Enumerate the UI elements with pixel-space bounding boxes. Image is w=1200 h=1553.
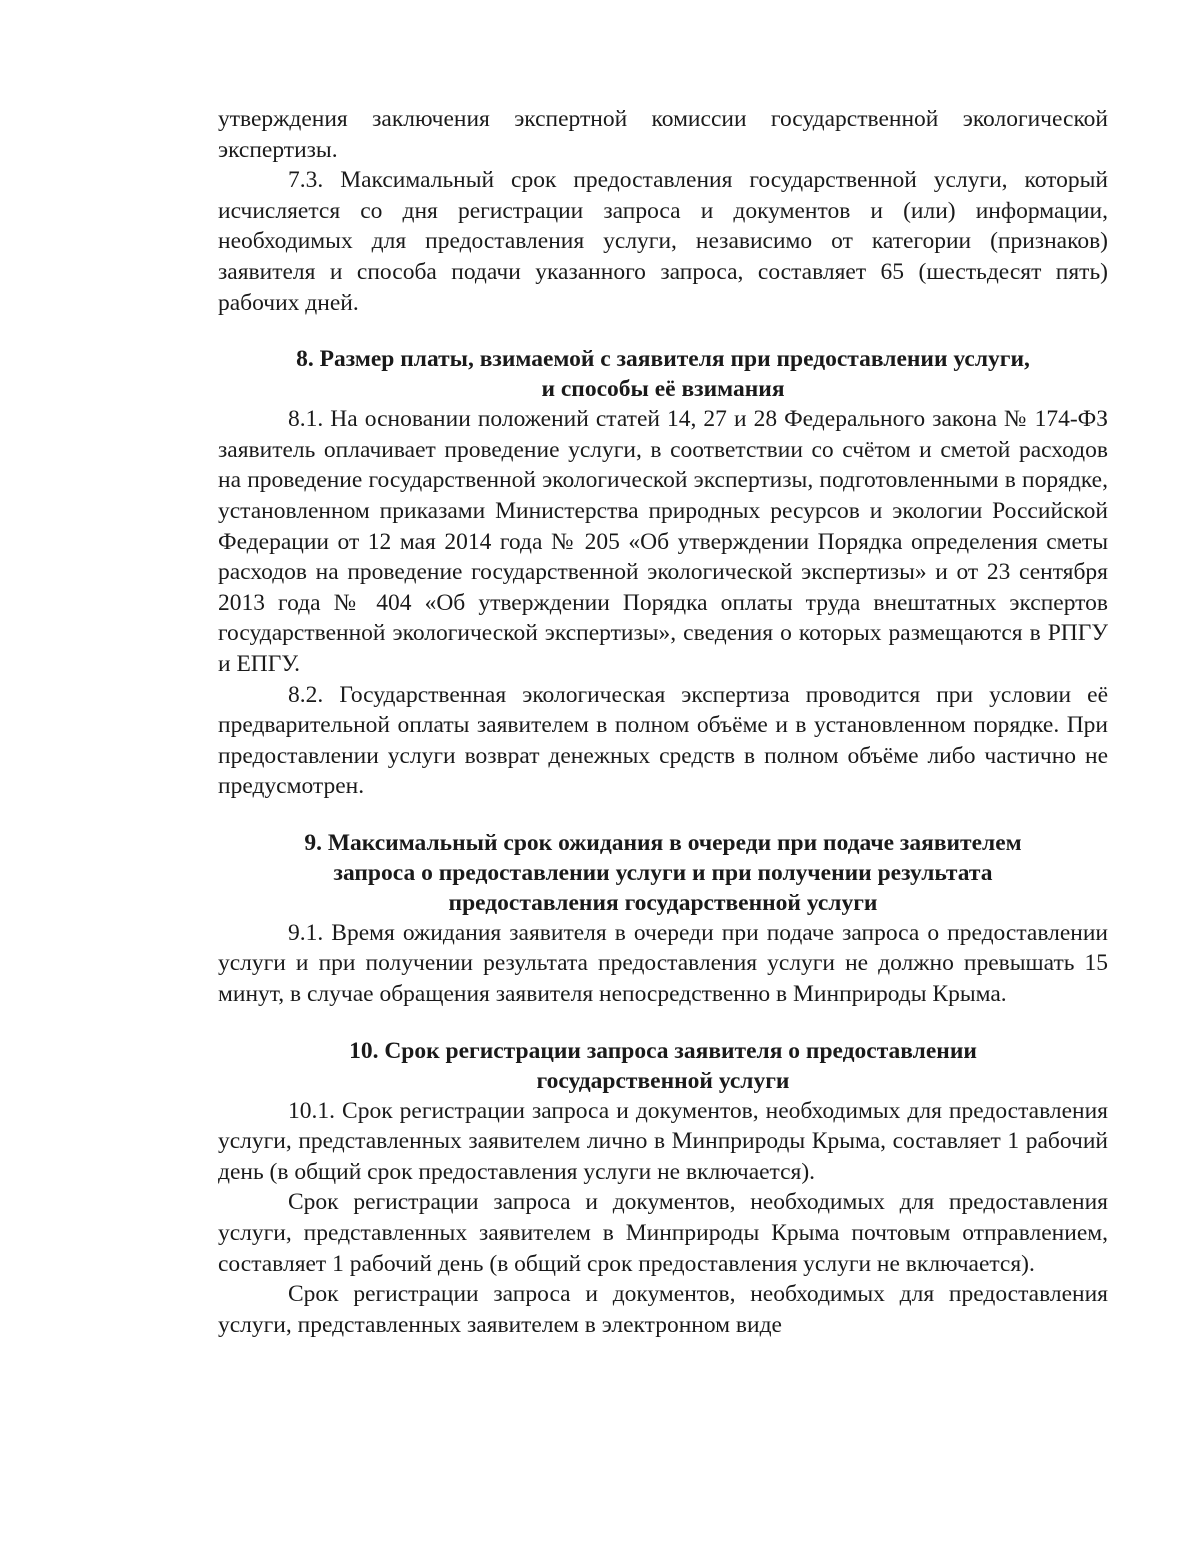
section-9-heading-line-3: предоставления государственной услуги (448, 889, 878, 916)
section-10-heading-line-1: 10. Срок регистрации запроса заявителя о предоставлении (349, 1037, 977, 1064)
section-9-heading-line-1: 9. Максимальный срок ожидания в очереди при подаче заявителем (304, 829, 1022, 856)
document-page (218, 104, 1108, 1340)
paragraph-10-3: Срок регистрации запроса и документов, необходимых для предоставления услуги, представленных заявителем в электронном виде (218, 1281, 1108, 1338)
section-10-heading (218, 1036, 1108, 1096)
section-8-heading-line-1: 8. Размер платы, взимаемой с заявителя при предоставлении услуги, (296, 346, 1030, 373)
paragraph-10-2: Срок регистрации запроса и документов, необходимых для предоставления услуги, представленных заявителем в Минприроды Крыма почтовым отправлением, составляет 1 рабочий день (в общий срок предоставления услуги не включается). (218, 1189, 1108, 1277)
section-9-heading-line-2: запроса о предоставлении услуги и при получении результата (333, 859, 993, 886)
paragraph-continuation: утверждения заключения экспертной комиссии государственной экологической экспертизы. (218, 106, 1108, 163)
section-10-heading-line-2: государственной услуги (536, 1067, 790, 1094)
paragraph-7-3: 7.3. Максимальный срок предоставления государственной услуги, который исчисляется со дня регистрации запроса и документов и (или) информации, необходимых для предоставления услуги, независимо от категории (признаков) заявителя и способа подачи указанного запроса, составляет 65 (шестьдесят пять) рабочих дней. (218, 167, 1108, 316)
section-8-heading-line-2: и способы её взимания (541, 376, 785, 403)
paragraph-10-1: 10.1. Срок регистрации запроса и документов, необходимых для предоставления услуги, представленных заявителем лично в Минприроды Крыма, составляет 1 рабочий день (в общий срок предоставления услуги не включается). (218, 1097, 1108, 1185)
paragraph-8-1: 8.1. На основании положений статей 14, 27 и 28 Федерального закона № 174-ФЗ заявитель оплачивает проведение услуги, в соответствии со счётом и сметой расходов на проведение государственной экологической экспертизы, подготовленными в порядке, установленном приказами Министерства природных ресурсов и экологии Российской Федерации от 12 мая 2014 года № 205 «Об утверждении Порядка определения сметы расходов на проведение государственной экологической экспертизы» и от 23 сентября 2013 года № 404 «Об утверждении Порядка оплаты труда внештатных экспертов государственной экологической экспертизы», сведения о которых размещаются в РПГУ и ЕПГУ. (218, 406, 1108, 677)
spacer (218, 1010, 1108, 1036)
paragraph-9-1: 9.1. Время ожидания заявителя в очереди при подаче запроса о предоставлении услуги и при получении результата предоставления услуги не должно превышать 15 минут, в случае обращения заявителя непосредственно в Минприроды Крыма. (218, 919, 1108, 1008)
spacer (218, 802, 1108, 828)
paragraph-8-2: 8.2. Государственная экологическая экспертиза проводится при условии её предварительной оплаты заявителем в полном объёме и в установленном порядке. При предоставлении услуги возврат денежных средств в полном объёме либо частично не предусмотрен. (218, 681, 1108, 800)
section-9-heading (218, 828, 1108, 918)
section-8-heading (218, 344, 1108, 404)
spacer (218, 318, 1108, 344)
